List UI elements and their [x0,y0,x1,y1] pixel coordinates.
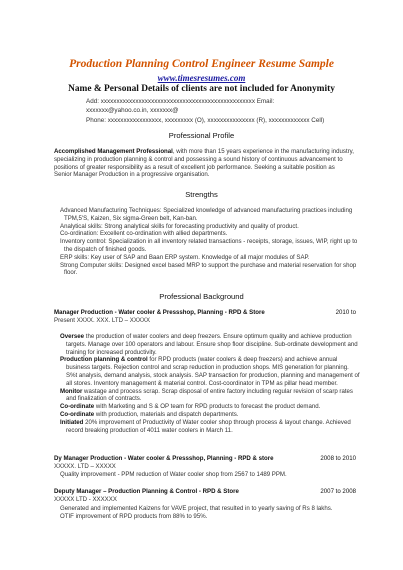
job-dates: 2008 to 2010 [320,455,356,462]
duty-item [60,471,360,479]
duty-text: with production, materials and dispatch departments. [94,410,239,418]
job-duties [60,505,360,521]
phone-line: Phone: xxxxxxxxxxxxxxxxx, xxxxxxxxx (O), xxxxxxxxxxxxxxx (R), xxxxxxxxxxxxx Cell) [86,116,325,124]
strengths-heading: Strengths [185,190,218,199]
job-header [54,309,374,325]
profile-paragraph [54,148,354,179]
strength-item: Strong Computer skills: Designed excel based MRP to support the purchase and material reservation for shop floor. [60,261,357,277]
document-title: Production Planning Control Engineer Resume Sample [69,58,334,70]
job-company: XXXXX LTD - XXXXXX [54,495,117,503]
job-duties [60,333,360,434]
duty-lead: Oversee [60,333,85,340]
job-dates: 2010 to [335,309,356,316]
address-line: Add: xxxxxxxxxxxxxxxxxxxxxxxxxxxxxxxxxxxxxxxxxxxxxxxxx Email: [86,98,275,105]
job-company: XXXXX. LTD – XXXXX [54,462,116,470]
strengths-list [60,207,360,277]
job-role: Dy Manager Production - Water cooler & Pressshop, Planning - RPD & store [54,455,274,462]
duty-lead: Co-ordinate [60,410,95,418]
background-heading: Professional Background [159,292,244,301]
anonymity-subtitle: Name & Personal Details of clients are not included for Anonymity [68,84,335,94]
duty-text: with Marketing and S & OP team for RPD products to forecast the product demand. [94,403,321,411]
email-line: xxxxxxx@yahoo.co.in, xxxxxxx@ [86,107,179,115]
profile-text: , with more than 15 years experience in the manufacturing industry, specializing in production planning & control and possessing a sound history of continuous advancement to positions of greater responsibility as a result of excellent job performance. Seeking a suitable position as Senior Manager Production in a progressive organisation. [54,148,354,179]
strength-item: ERP skills: Key user of SAP and Baan ERP system. Knowledge of all major modules of SAP. [60,253,310,261]
duty-text: for RPD products (water coolers & deep freezers) and achieve annual business targets. Rejection control and scrap reduction in production shops. MIS generation for planning. S%t analysis, demand analysis, stock analysis. SAP transaction for production, planning and management of all stores. Inventory management & material control. Cost-coordinator in TPM as pillar head member. [66,356,360,387]
job-dates: 2007 to 2008 [320,488,356,495]
contact-block [86,97,324,125]
profile-heading: Professional Profile [168,131,235,140]
duty-lead: Production planning & control [60,356,148,364]
job-header [54,488,374,504]
duty-text: 20% improvement of Productivity of Water cooler shop through process & layout change. Achieved record breaking production of 4011 water coolers in March 11. [66,418,351,434]
duty-item [60,403,360,411]
job-role: Manager Production - Water cooler & Pressshop, Planning - RPD & Store [54,309,265,316]
site-link[interactable]: www.timesresumes.com [157,73,246,83]
duty-item [60,411,360,419]
duty-lead: Initiated [60,418,84,426]
job-company: Present XXXX. XXX. LTD – XXXXX [54,316,151,324]
strength-item: Inventory control: Specialization in all inventory related transactions - receipts, storage, issues, WIP, right up to the dispatch of finished goods. [60,238,358,253]
strength-item: Advanced Manufacturing Techniques: Specialized knowledge of advanced manufacturing practices including TPM,5'S, Kaizen, Six sigma-Green belt, Kan-ban. [60,207,353,222]
duty-text: wastage and process scrap. Scrap disposal of entire factory including regular revision of scarp rates and finalization of contracts. [66,387,353,403]
job-duties [60,471,360,479]
duty-item [60,333,360,356]
strength-item: Co-ordination: Excellent co-ordination with allied departments. [60,230,228,238]
duty-item [60,505,360,513]
duty-text: the production of water coolers and deep freezers. Ensure optimum quality and achieve production targets. Manage over 100 operators and labour. Ensure shop floor discipline. Sub-ordinate development and training for increased productivity. [66,333,358,356]
duty-item [60,513,360,521]
duty-text: OTIF improvement of RPD products from 88% to 95%. [60,512,208,520]
duty-item [60,388,360,404]
job-header [54,455,374,471]
duty-item [60,356,360,387]
job-role: Deputy Manager – Production Planning & Control - RPD & Store [54,488,239,495]
duty-item [60,419,360,435]
duty-text: Quality improvement - PPM reduction of Water cooler shop from 2567 to 1489 PPM. [60,471,287,478]
duty-lead: Monitor [60,387,83,395]
duty-text: Generated and implemented Kaizens for VAVE project, that resulted in to yearly saving of Rs 8 lakhs. [60,505,333,512]
strength-item: Analytical skills: Strong analytical skills for forecasting productivity and quality of product. [60,222,299,230]
duty-lead: Co-ordinate [60,403,95,411]
profile-lead: Accomplished Management Professional [54,148,173,155]
